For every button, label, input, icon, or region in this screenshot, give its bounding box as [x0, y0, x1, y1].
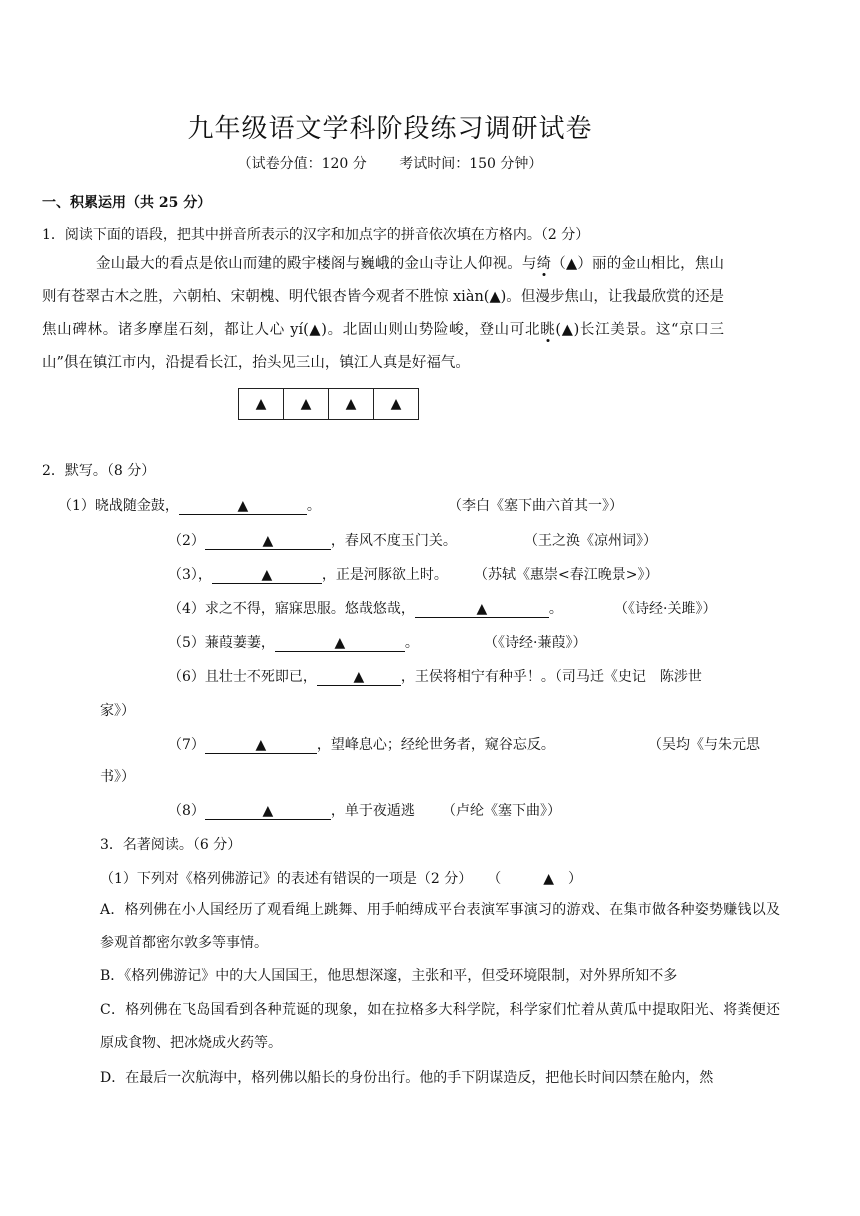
- q1-passage-part3: (▲)长江美景。这“京口三山”俱在镇江市内，沿提看长江，抬头见三山，镇江人真是好福气。: [42, 322, 724, 371]
- fill-blank[interactable]: ▲: [275, 635, 405, 652]
- fill-blank[interactable]: ▲: [415, 601, 549, 618]
- q2-item-7-source-cont: 书》）: [100, 769, 135, 785]
- section-heading: 一、积累运用（共 25 分）: [42, 195, 212, 211]
- q2-item-7-source: （吴均《与朱元思: [648, 737, 760, 753]
- score-info: （试卷分值：120 分: [237, 156, 367, 172]
- q1-dotted-char-2: 眺: [540, 322, 556, 338]
- fill-blank[interactable]: ▲: [212, 567, 322, 584]
- answer-box[interactable]: ▲: [239, 389, 284, 420]
- time-info: 考试时间：150 分钟）: [399, 156, 543, 172]
- fill-blank[interactable]: ▲: [205, 737, 317, 754]
- q1-passage-part1: 金山最大的看点是依山而建的殿宇楼阁与巍峨的金山寺让人仰视。与: [96, 256, 537, 272]
- q3-option-b[interactable]: B．《格列佛游记》中的大人国国王，他思想深邃，主张和平，但受环境限制，对外界所知不多: [100, 968, 678, 984]
- q2-item-2: （2） ▲ ，春风不度玉门关。: [168, 533, 457, 549]
- q2-item-3-source: （苏轼《惠崇<春江晚景>》）: [474, 567, 659, 583]
- q2-item-3: （3）， ▲ ，正是河豚欲上时。: [168, 567, 448, 583]
- fill-blank[interactable]: ▲: [179, 498, 307, 515]
- q2-item-7: （7） ▲ ，望峰息心；经纶世务者，窥谷忘反。: [168, 737, 555, 753]
- exam-info: [0, 153, 780, 173]
- q2-item-5-source: （《诗经·蒹葭》）: [484, 635, 587, 651]
- q1-passage-part2: （▲）丽的金山相比，焦山则有苍翠古木之胜，六朝柏、宋朝槐、明代银杏皆今观者不胜惊 xiàn(▲)。但漫步焦山，让我最欣赏的还是焦山碑林。诸多摩崖石刻，都让人心 yí(▲)。北固山则山势险峻，登山可北: [42, 256, 725, 338]
- q3-option-d[interactable]: D．在最后一次航海中，格列佛以船长的身份出行。他的手下阴谋造反，把他长时间囚禁在舱内，然: [100, 1070, 714, 1086]
- q1-dotted-char-1: 绮: [536, 256, 552, 272]
- q1-passage: [42, 248, 724, 380]
- q1-answer-boxes: [238, 388, 419, 420]
- page-title: 九年级语文学科阶段练习调研试卷: [187, 114, 593, 144]
- q3-option-c[interactable]: C．格列佛在飞岛国看到各种荒诞的现象，如在拉格多大科学院，科学家们忙着从黄瓜中提取阳光、将粪便还原成食物、把冰烧成火药等。: [100, 1002, 780, 1051]
- q2-item-6-source-cont: 家》）: [100, 703, 135, 719]
- q2-item-8: （8） ▲ ，单于夜遁逃: [168, 803, 415, 819]
- q3-prompt: 3．名著阅读。（6 分）: [100, 837, 242, 853]
- q2-item-8-source: （卢纶《塞下曲》）: [442, 803, 561, 819]
- answer-box[interactable]: ▲: [329, 389, 374, 420]
- answer-box[interactable]: ▲: [284, 389, 329, 420]
- fill-blank[interactable]: ▲: [205, 533, 331, 550]
- q2-item-6: （6）且壮士不死即已， ▲ ，王侯将相宁有种乎！。（司马迁《史记 陈涉世: [168, 669, 702, 685]
- q3-option-a[interactable]: A．格列佛在小人国经历了观看绳上跳舞、用手帕缚成平台表演军事演习的游戏、在集市做各种姿势赚钱以及参观首都密尔敦多等事情。: [100, 902, 780, 951]
- q2-item-4-source: （《诗经·关雎》）: [614, 601, 717, 617]
- q3-sub1-answer[interactable]: （ ▲ ）: [494, 871, 583, 887]
- q2-item-1-source: （李白《塞下曲六首其一》）: [448, 498, 623, 514]
- q2-item-2-source: （王之涣《凉州词》）: [524, 533, 657, 549]
- answer-box[interactable]: ▲: [374, 389, 419, 420]
- q2-item-4: （4）求之不得，寤寐思服。悠哉悠哉， ▲ 。: [168, 601, 563, 617]
- fill-blank[interactable]: ▲: [205, 803, 331, 820]
- fill-blank[interactable]: ▲: [317, 669, 401, 686]
- q2-item-5: （5）蒹葭萋萋， ▲ 。: [168, 635, 419, 651]
- q3-sub1: （1）下列对《格列佛游记》的表述有错误的一项是（2 分） （ ▲ ）: [100, 871, 583, 887]
- q2-prompt: 2．默写。（8 分）: [42, 463, 156, 479]
- q2-item-1: （1）晓战随金鼓， ▲ 。: [58, 498, 321, 514]
- q1-prompt: 1．阅读下面的语段，把其中拼音所表示的汉字和加点字的拼音依次填在方格内。（2 分）: [42, 227, 590, 243]
